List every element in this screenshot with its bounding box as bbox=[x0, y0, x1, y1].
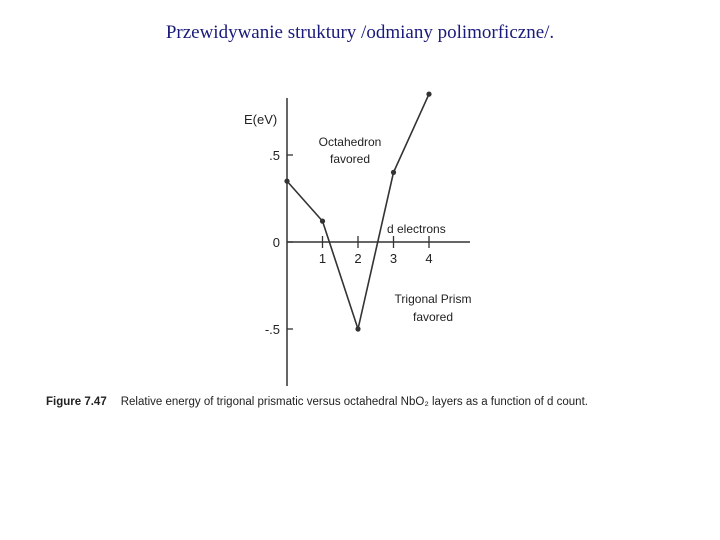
figure-caption bbox=[46, 395, 686, 409]
y-axis-label: E(eV) bbox=[244, 112, 278, 127]
y-tick-label: .5 bbox=[269, 148, 280, 163]
annotation-upper-line2: favored bbox=[329, 152, 371, 166]
x-tick-label: 2 bbox=[354, 251, 362, 266]
annotation-upper-line1: Octahedron bbox=[318, 135, 382, 149]
data-point bbox=[426, 92, 431, 97]
x-tick-label: 1 bbox=[318, 251, 327, 266]
slide-title: Przewidywanie struktury /odmiany polimorficzne/. bbox=[165, 22, 555, 43]
y-tick-label: -.5 bbox=[264, 322, 280, 337]
annotation-lower-line2: favored bbox=[412, 310, 454, 324]
data-point bbox=[320, 219, 325, 224]
x-axis-label: d electrons bbox=[387, 222, 446, 236]
figure-caption-text: Relative energy of trigonal prismatic versus octahedral NbO₂ layers as a function of d count. bbox=[120, 396, 588, 408]
x-tick-label: 3 bbox=[389, 251, 398, 266]
y-tick-label: 0 bbox=[272, 235, 280, 250]
data-point bbox=[355, 326, 360, 331]
annotation-lower-line1: Trigonal Prism bbox=[394, 292, 472, 306]
data-point bbox=[284, 179, 289, 184]
x-tick-label: 4 bbox=[425, 251, 433, 266]
figure-label: Figure 7.47 bbox=[46, 396, 107, 408]
data-point bbox=[391, 170, 396, 175]
